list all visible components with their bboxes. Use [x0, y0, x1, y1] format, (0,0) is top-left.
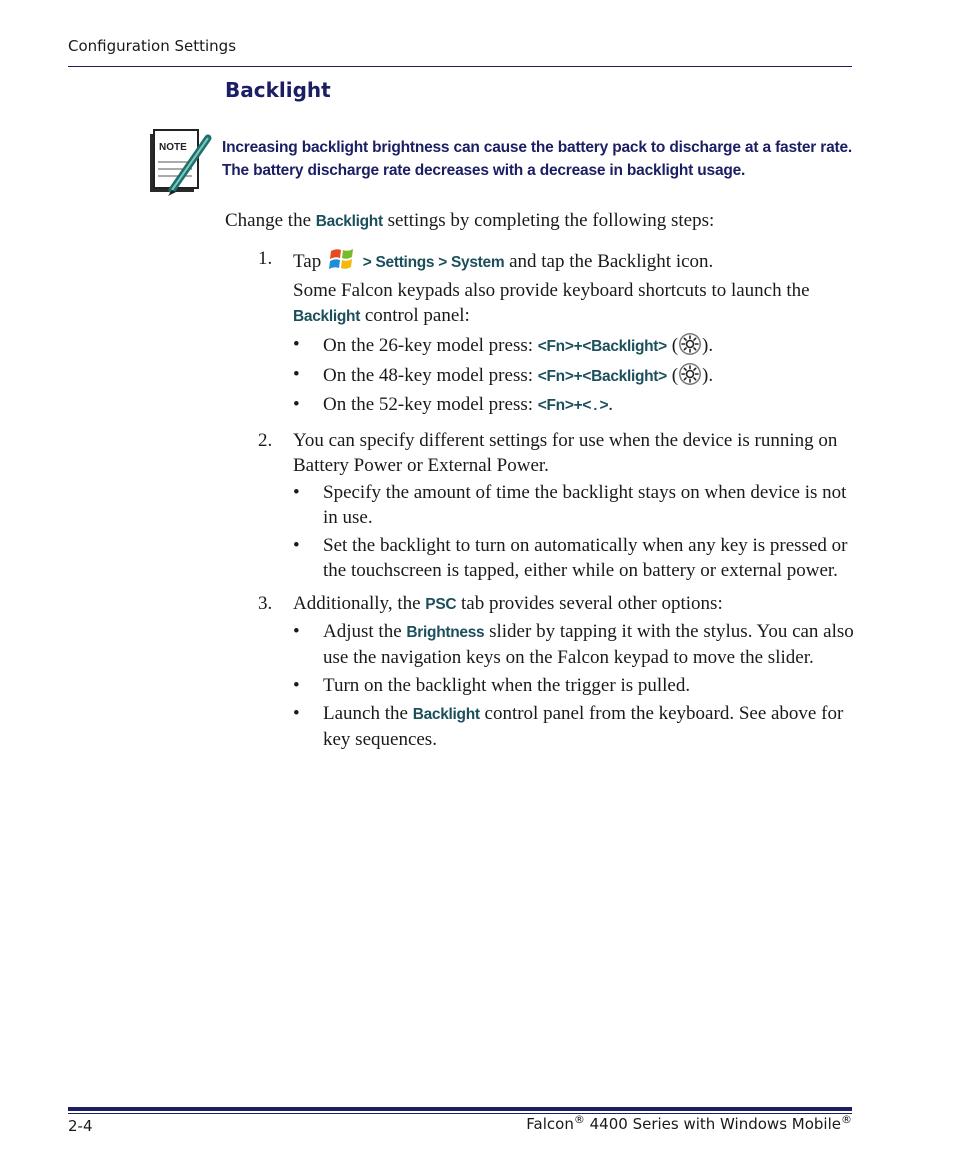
footer-product-title — [526, 1113, 852, 1133]
key-sequence: <Fn>+< — [537, 397, 592, 414]
list-item — [293, 362, 858, 389]
list-item — [293, 533, 858, 583]
list-item — [293, 619, 858, 670]
bullet: • — [293, 535, 300, 556]
bullet-text: On the 52-key model press: — [323, 394, 534, 415]
step-1 — [258, 246, 858, 420]
note-pencil-icon — [146, 128, 212, 198]
bullet: • — [293, 334, 300, 355]
header-rule — [68, 66, 852, 67]
key-sequence-end: > — [599, 397, 609, 414]
step-2-text: You can specify different settings for use when the device is running on Battery Power or External Power. — [293, 430, 838, 476]
bullet: • — [293, 621, 300, 642]
bullet-keyword: Backlight — [412, 706, 480, 723]
step-1-post: and tap the Backlight icon. — [509, 251, 714, 272]
bullet-text: slider by tapping it with the stylus. You can also use the navigation keys on the Falcon keypad to move the slider. — [323, 621, 854, 668]
step-3-post: tab provides several other options: — [461, 593, 723, 614]
note-text: Increasing backlight brightness can cause the battery pack to discharge at a faster rate. The battery discharge rate decreases with a decrease in backlight usage. — [222, 139, 852, 179]
intro-post: settings by completing the following steps: — [387, 210, 715, 231]
paren-open: ( — [671, 365, 679, 386]
step-1-paragraph — [293, 278, 858, 329]
step-3-pre: Additionally, the — [293, 593, 421, 614]
step-1-path: > Settings > System — [362, 254, 505, 271]
step-number: 1. — [258, 248, 273, 269]
paren-open: ( — [671, 335, 679, 356]
bullet: • — [293, 703, 300, 724]
list-item — [293, 480, 858, 530]
step-3-bullets — [293, 619, 858, 752]
bullet-text: On the 48-key model press: — [323, 365, 534, 386]
bullet-text: Turn on the backlight when the trigger is pulled. — [323, 675, 691, 696]
bullet-text: Specify the amount of time the backlight stays on when device is not in use. — [323, 482, 847, 528]
step-1-para-pre: Some Falcon keypads also provide keyboard shortcuts to launch the — [293, 280, 810, 301]
key-period: . — [591, 399, 600, 415]
registered-mark: ® — [841, 1113, 852, 1126]
step-3-keyword: PSC — [425, 596, 457, 613]
backlight-sun-icon — [678, 362, 702, 386]
key-sequence: <Fn>+<Backlight> — [537, 338, 667, 355]
key-sequence: <Fn>+<Backlight> — [537, 368, 667, 385]
list-item — [293, 701, 858, 752]
note-icon-label: NOTE — [159, 142, 187, 153]
paren-close: ). — [702, 335, 714, 356]
period: . — [608, 394, 614, 415]
paren-close: ). — [702, 365, 714, 386]
list-item — [293, 392, 858, 420]
step-number: 3. — [258, 593, 273, 614]
intro-pre: Change the — [225, 210, 312, 231]
intro-paragraph — [225, 208, 855, 234]
footer-rule — [68, 1107, 852, 1111]
footer-product: Falcon — [526, 1115, 574, 1133]
list-item — [293, 673, 858, 698]
windows-start-icon — [328, 246, 356, 272]
registered-mark: ® — [573, 1113, 585, 1126]
bullet-text: On the 26-key model press: — [323, 335, 534, 356]
bullet: • — [293, 394, 300, 415]
step-1-bullets — [293, 332, 858, 420]
bullet-text: Adjust the — [323, 621, 402, 642]
step-2-bullets — [293, 480, 858, 583]
page-number: 2-4 — [68, 1117, 93, 1135]
bullet: • — [293, 675, 300, 696]
bullet: • — [293, 364, 300, 385]
running-header: Configuration Settings — [68, 37, 237, 55]
steps-list — [258, 246, 858, 760]
step-1-para-post: control panel: — [364, 305, 470, 326]
step-1-pre: Tap — [293, 251, 322, 272]
step-1-para-keyword: Backlight — [293, 308, 361, 325]
footer-rest: 4400 Series with Windows Mobile — [589, 1115, 841, 1133]
backlight-sun-icon — [678, 332, 702, 356]
bullet-keyword: Brightness — [406, 624, 485, 641]
section-title: Backlight — [225, 78, 331, 102]
bullet: • — [293, 482, 300, 503]
bullet-text: Set the backlight to turn on automatically when any key is pressed or the touchscreen is tapped, either while on battery or external power. — [323, 535, 848, 581]
intro-keyword: Backlight — [315, 213, 383, 230]
step-2 — [258, 428, 858, 583]
bullet-text: control panel from the keyboard. See above for key sequences. — [323, 703, 844, 750]
bullet-text: Launch the — [323, 703, 408, 724]
list-item — [293, 332, 858, 359]
step-3 — [258, 591, 858, 752]
step-number: 2. — [258, 430, 273, 451]
